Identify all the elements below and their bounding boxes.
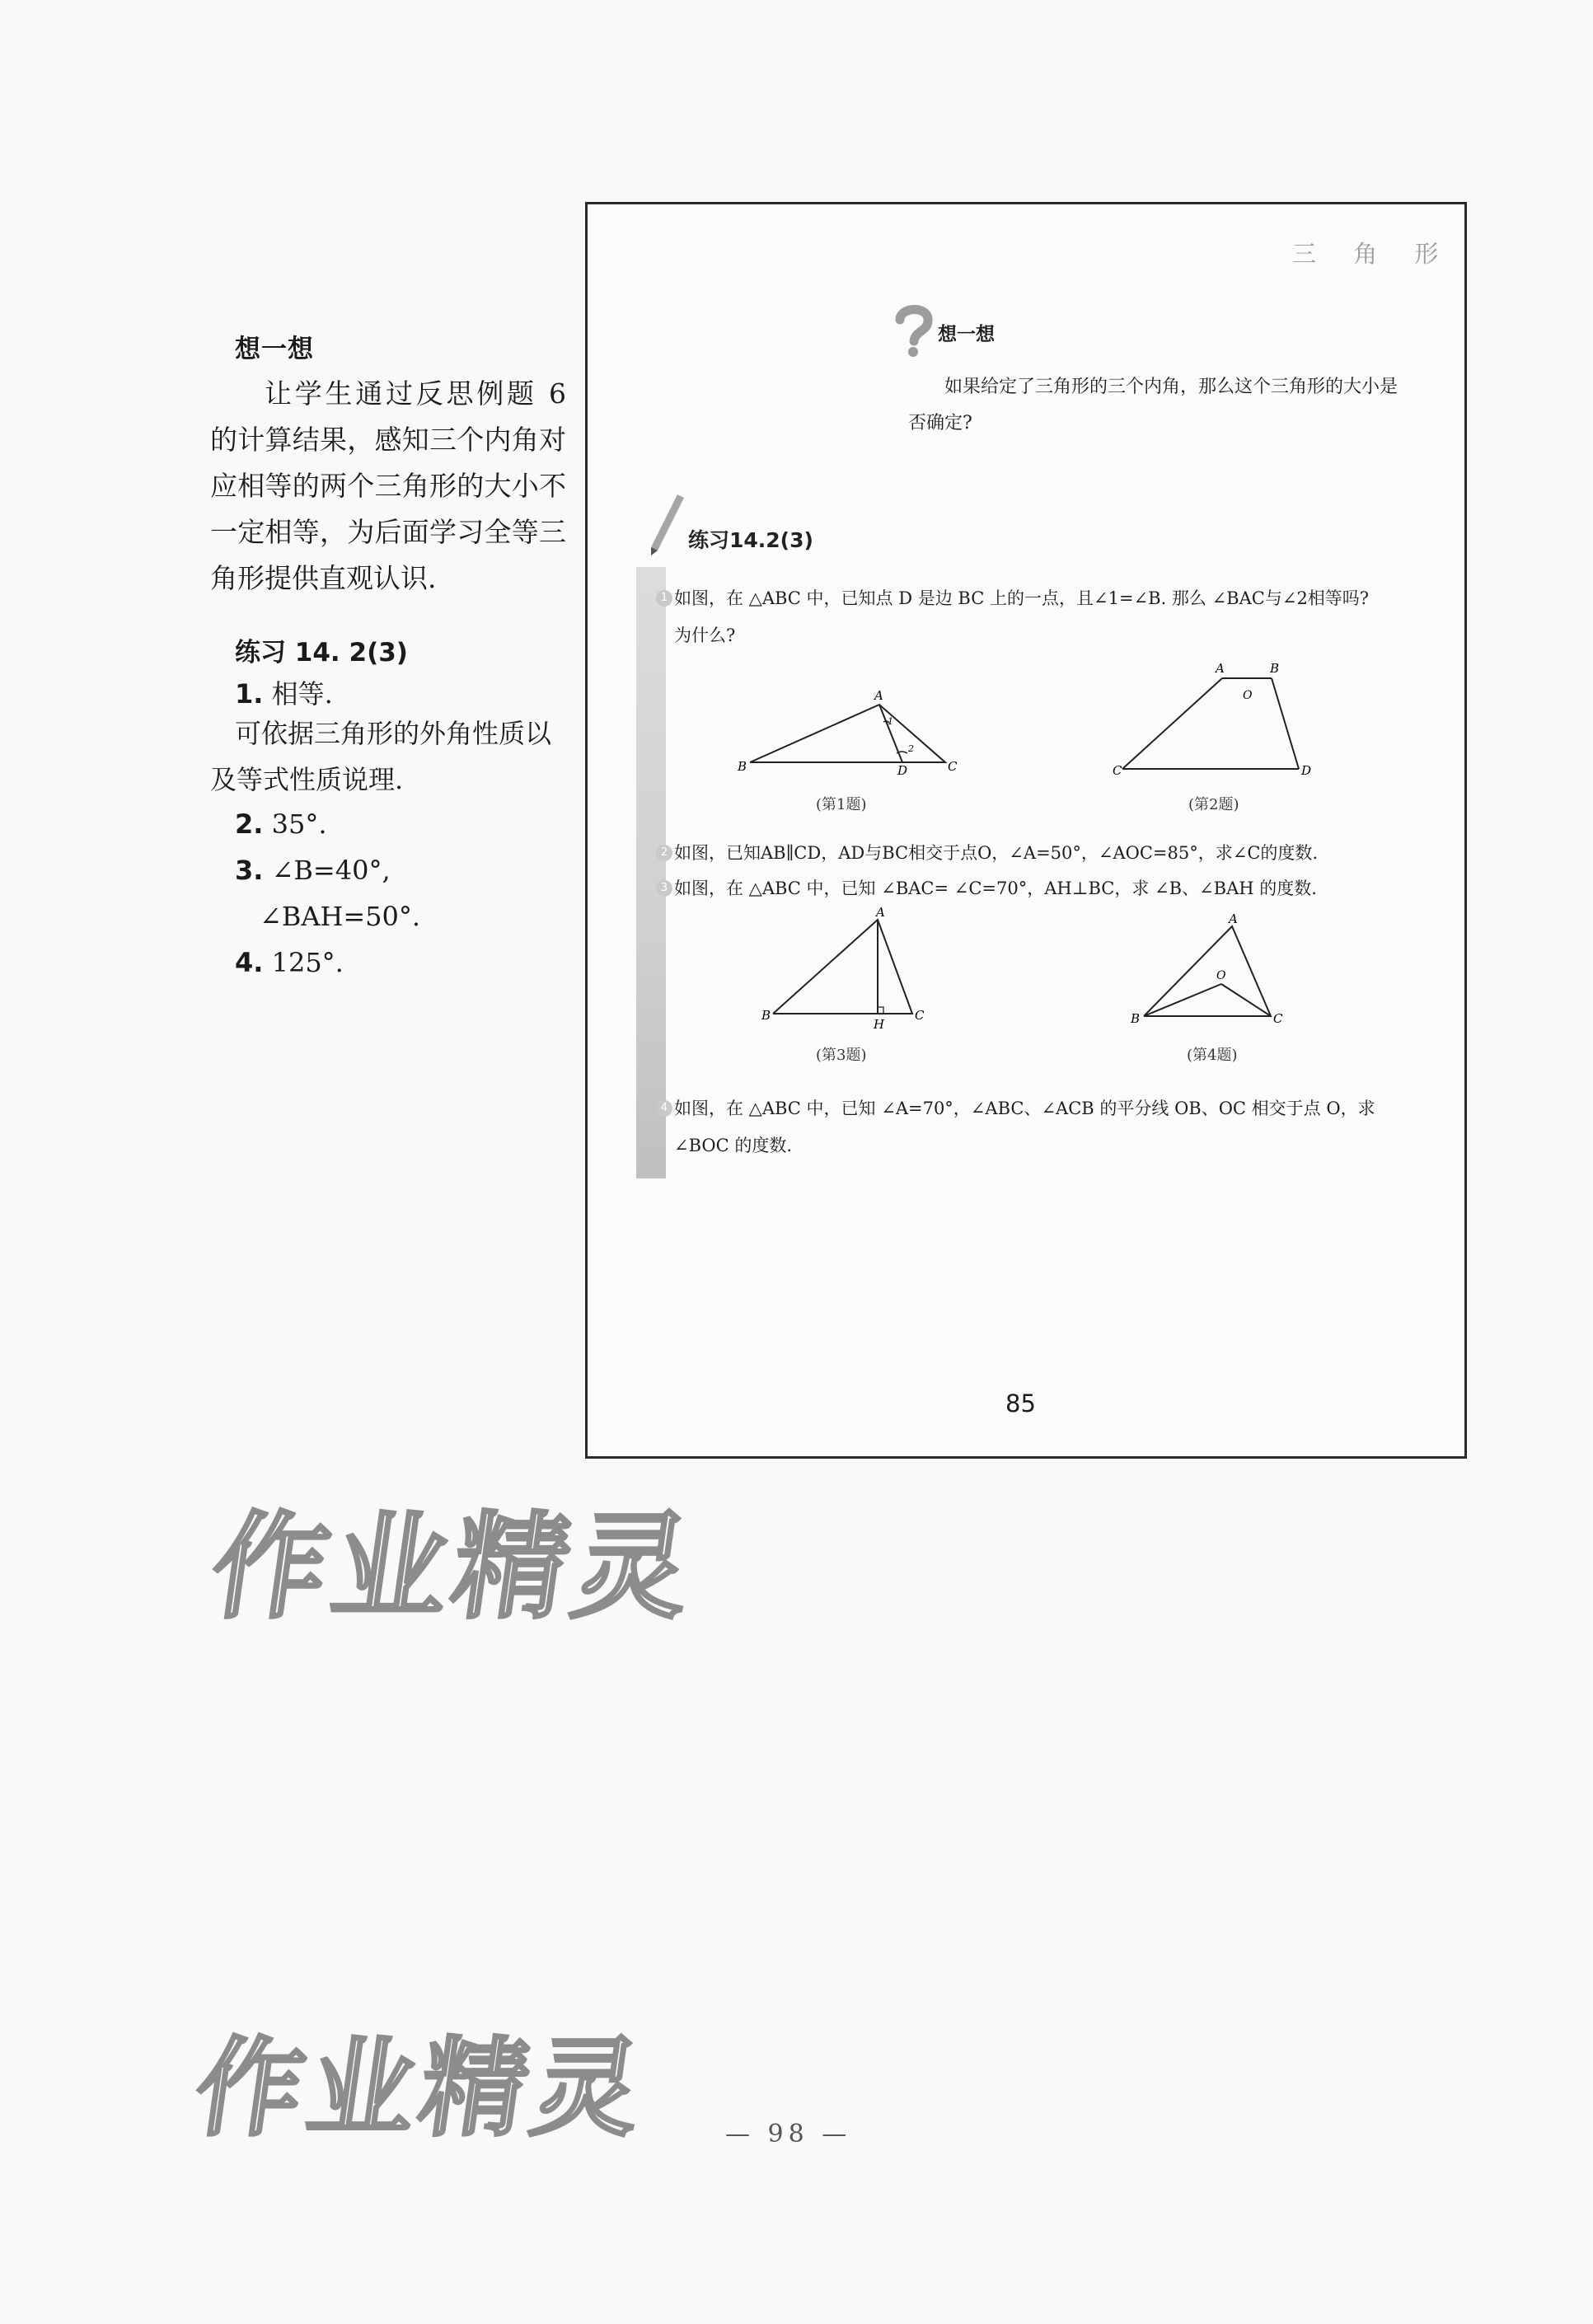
question-2-line1: 如图，已知AB∥CD，AD与BC相交于点O，∠A=50°，∠AOC=85°，求∠C的度数. (674, 843, 1319, 863)
fig1-segment-ad (879, 705, 902, 762)
fig3-label-c: C (915, 1008, 925, 1023)
fig3-triangle (773, 920, 912, 1014)
figure-2 (1113, 659, 1319, 783)
question-1-line1: 如图，在 △ABC 中，已知点 D 是边 BC 上的一点，且∠1=∠B. 那么 ∠BAC与∠2相等吗? (674, 588, 1370, 608)
guide-paragraph (210, 371, 566, 602)
think-text-body: 如果给定了三角形的三个内角，那么这个三角形的大小是否确定? (908, 377, 1399, 433)
answer-4-text: 125°. (271, 947, 344, 978)
question-3-number: 3 (656, 880, 672, 897)
question-4-line2: ∠BOC 的度数. (674, 1136, 793, 1155)
caption-figure-1: (第1题) (816, 796, 867, 813)
watermark-1: 作业精灵 (203, 1501, 704, 1635)
question-3-line1: 如图，在 △ABC 中，已知 ∠BAC= ∠C=70°，AH⊥BC，求 ∠B、∠BAH 的度数. (674, 879, 1317, 898)
question-mark-icon (892, 303, 936, 358)
fig1-label-b: B (738, 759, 747, 774)
answer-4-num: 4. (235, 947, 264, 978)
fig2-label-b: B (1270, 661, 1280, 676)
answer-4 (235, 946, 344, 979)
fig4-label-o: O (1216, 969, 1226, 982)
fig1-label-2: 2 (908, 743, 914, 754)
caption-figure-3: (第3题) (816, 1047, 867, 1064)
answer-3 (235, 854, 391, 887)
caption-figure-4: (第4题) (1187, 1047, 1238, 1064)
answers-heading: 练习 14. 2(3) (235, 638, 408, 668)
answer-1 (235, 677, 333, 710)
watermark-2: 作业精灵 (187, 2026, 654, 2151)
fig1-label-1: 1 (888, 716, 893, 727)
think-title: 想一想 (938, 324, 995, 345)
fig4-label-c: C (1273, 1011, 1283, 1026)
fig2-label-c: C (1113, 763, 1122, 778)
answer-2-num: 2. (235, 808, 264, 840)
fig4-label-a: A (1229, 911, 1238, 926)
answer-1-text: 相等. (271, 678, 333, 710)
guide-paragraph-text: 让学生通过反思例题 6 的计算结果，感知三个内角对应相等的两个三角形的大小不一定相等，为后面学习全等三角形提供直观认识. (210, 377, 566, 594)
fig4-label-b: B (1131, 1011, 1141, 1026)
fig1-label-c: C (948, 759, 958, 774)
figure-1 (733, 684, 958, 778)
textbook-page-number: 85 (1005, 1389, 1036, 1417)
answer-2 (235, 808, 326, 841)
caption-figure-2: (第2题) (1188, 796, 1239, 813)
pencil-icon (644, 491, 687, 559)
guide-heading: 想一想 (235, 335, 314, 364)
question-4-line1: 如图，在 △ABC 中，已知 ∠A=70°，∠ABC、∠ACB 的平分线 OB、OC 相交于点 O，求 (674, 1099, 1375, 1118)
question-1-number: 1 (656, 590, 672, 607)
figure-4 (1129, 911, 1294, 1030)
fig3-label-h: H (874, 1017, 885, 1032)
answer-3-num: 3. (235, 855, 264, 886)
chapter-title: 三 角 形 (1292, 240, 1454, 268)
fig3-label-b: B (761, 1008, 771, 1023)
answer-2-text: 35°. (271, 808, 327, 840)
exercise-side-bar (636, 567, 666, 1178)
fig4-triangle (1144, 926, 1271, 1016)
answer-1-num: 1. (235, 678, 264, 710)
fig2-line-ad (1272, 678, 1299, 769)
fig2-label-o: O (1243, 689, 1253, 702)
answer-3-part2: ∠BAH=50°. (260, 901, 421, 932)
question-1-line2: 为什么? (674, 626, 736, 645)
figure-3 (758, 907, 931, 1030)
fig1-triangle (750, 705, 945, 762)
footer-page-number: — 98 — (725, 2120, 852, 2148)
fig3-label-a: A (876, 905, 885, 920)
fig4-bisector-ob (1144, 984, 1221, 1016)
fig1-label-a: A (874, 688, 883, 703)
answer-1-reason-text: 可依据三角形的外角性质以及等式性质说理. (210, 718, 552, 795)
answer-1-reason (210, 710, 566, 803)
question-4-number: 4 (656, 1100, 672, 1117)
fig1-label-d: D (897, 763, 908, 778)
fig2-label-a: A (1216, 661, 1225, 676)
exercise-title: 练习14.2(3) (688, 528, 813, 552)
fig2-label-d: D (1301, 763, 1312, 778)
answer-3-text: ∠B=40°, (271, 855, 391, 886)
think-text (908, 369, 1411, 442)
fig2-line-bc (1122, 678, 1222, 769)
question-2-number: 2 (656, 845, 672, 861)
